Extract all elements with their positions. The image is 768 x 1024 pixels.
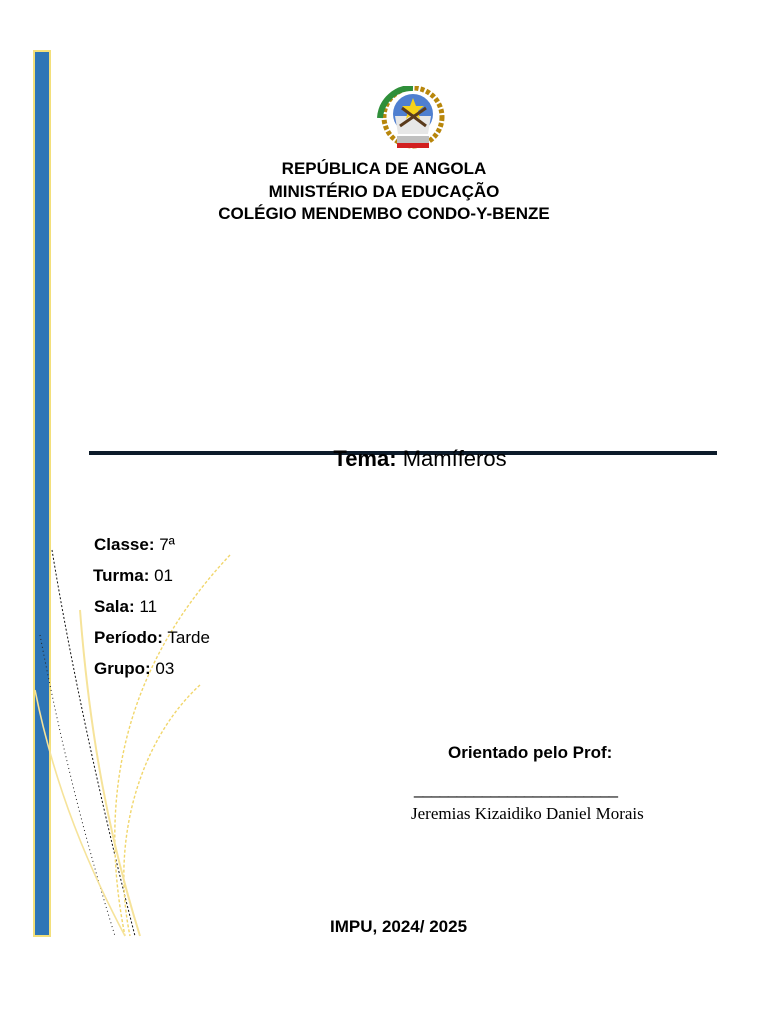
info-row-grupo xyxy=(94,658,174,680)
info-label: Grupo: xyxy=(94,659,151,678)
info-value: Tarde xyxy=(167,628,210,647)
info-row-classe xyxy=(94,534,175,556)
info-row-sala xyxy=(94,596,157,618)
theme-value: Mamíferos xyxy=(402,446,507,471)
info-label: Período: xyxy=(94,628,163,647)
ministry-heading: MINISTÉRIO DA EDUCAÇÃO xyxy=(268,182,500,201)
info-value: 01 xyxy=(154,566,174,585)
advisor-name: Jeremias Kizaidiko Daniel Morais xyxy=(411,804,644,823)
theme-title xyxy=(0,445,768,473)
theme-label: Tema: xyxy=(333,446,397,471)
advisor-label: Orientado pelo Prof: xyxy=(448,743,613,762)
info-row-turma xyxy=(93,565,173,587)
angola-coat-of-arms-icon xyxy=(372,86,454,152)
info-row-periodo xyxy=(94,627,210,649)
info-value: 11 xyxy=(139,597,158,616)
footer-location-year: IMPU, 2024/ 2025 xyxy=(330,917,468,936)
info-label: Classe: xyxy=(94,535,155,554)
info-value: 03 xyxy=(155,659,175,678)
advisor-signature-line: ________________________ xyxy=(414,779,617,798)
info-value: 7ª xyxy=(159,535,175,554)
school-heading: COLÉGIO MENDEMBO CONDO-Y-BENZE xyxy=(218,204,550,223)
info-label: Turma: xyxy=(93,566,150,585)
republic-heading: REPÚBLICA DE ANGOLA xyxy=(281,159,487,178)
info-label: Sala: xyxy=(94,597,135,616)
